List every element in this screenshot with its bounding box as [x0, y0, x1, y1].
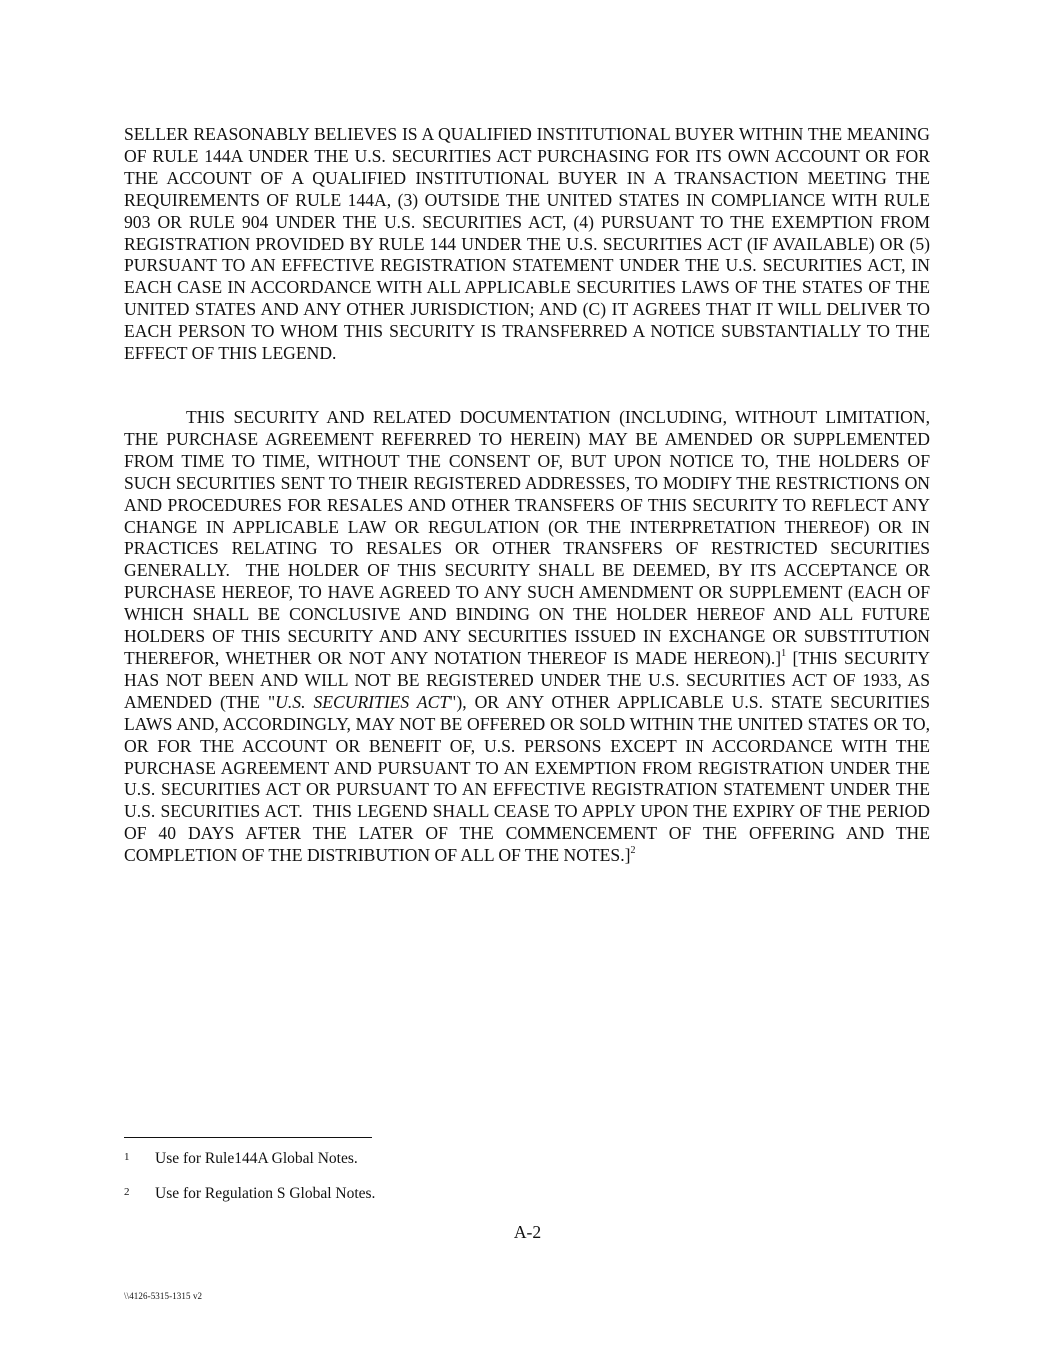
footnote-ref-1[interactable]: 1	[781, 648, 787, 660]
document-id: \\4126-5315-1315 v2	[124, 1291, 203, 1301]
paragraph-legend-continuation: SELLER REASONABLY BELIEVES IS A QUALIFIED INSTITUTIONAL BUYER WITHIN THE MEANING OF RULE 144A UNDER THE U.S. SECURITIES ACT PURCHASING FOR ITS OWN ACCOUNT OR FOR THE ACCOUNT OF A QUALIFIED INSTITUTIONAL BUYER IN A TRANSACTION MEETING THE REQUIREMENTS OF RULE 144A, (3) OUTSIDE THE UNITED STATES IN COMPLIANCE WITH RULE 903 OR RULE 904 UNDER THE U.S. SECURITIES ACT, (4) PURSUANT TO THE EXEMPTION FROM REGISTRATION PROVIDED BY RULE 144 UNDER THE U.S. SECURITIES ACT (IF AVAILABLE) OR (5) PURSUANT TO AN EFFECTIVE REGISTRATION STATEMENT UNDER THE U.S. SECURITIES ACT, IN EACH CASE IN ACCORDANCE WITH ALL APPLICABLE SECURITIES LAWS OF THE STATES OF THE UNITED STATES AND ANY OTHER JURISDICTION; AND (C) IT AGREES THAT IT WILL DELIVER TO EACH PERSON TO WHOM THIS SECURITY IS TRANSFERRED A NOTICE SUBSTANTIALLY TO THE EFFECT OF THIS LEGEND.	[124, 124, 930, 364]
footnote-1	[124, 1150, 358, 1168]
para2-text-1: THIS SECURITY AND RELATED DOCUMENTATION (INCLUDING, WITHOUT LIMITATION, THE PURCHASE AGREEMENT REFERRED TO HEREIN) MAY BE AMENDED OR SUPPLEMENTED FROM TIME TO TIME, WITHOUT THE CONSENT OF, BUT UPON NOTICE TO, THE HOLDERS OF SUCH SECURITIES SENT TO THEIR REGISTERED ADDRESSES, TO MODIFY THE RESTRICTIONS ON AND PROCEDURES FOR RESALES AND OTHER TRANSFERS OF THIS SECURITY TO REFLECT ANY CHANGE IN APPLICABLE LAW OR REGULATION (OR THE INTERPRETATION THEREOF) OR IN PRACTICES RELATING TO RESALES OR OTHER TRANSFERS OF RESTRICTED SECURITIES GENERALLY. THE HOLDER OF THIS SECURITY SHALL BE DEEMED, BY ITS ACCEPTANCE OR PURCHASE HEREOF, TO HAVE AGREED TO ANY SUCH AMENDMENT OR SUPPLEMENT (EACH OF WHICH SHALL BE CONCLUSIVE AND BINDING ON THE HOLDER HEREOF AND ALL FUTURE HOLDERS OF THIS SECURITY AND ANY SECURITIES ISSUED IN EXCHANGE OR SUBSTITUTION THEREFOR, WHETHER OR NOT ANY NOTATION THEREOF IS MADE HEREON).]	[124, 407, 930, 668]
footnote-number: 1	[124, 1151, 130, 1163]
para2-defined-term: U.S. SECURITIES ACT	[275, 691, 450, 712]
footnote-text: Use for Regulation S Global Notes.	[155, 1185, 376, 1202]
para2-text-2: [THIS SECURITY HAS NOT BEEN AND WILL NOT BE REGISTERED UNDER THE U.S. SECURITIES ACT OF 1933, AS AMENDED (THE "	[124, 647, 930, 712]
footnote-2	[124, 1185, 375, 1203]
footnote-separator	[124, 1137, 372, 1138]
paragraph-amendment-legend	[124, 407, 930, 867]
footnote-ref-2[interactable]: 2	[630, 845, 636, 857]
footnote-number: 2	[124, 1186, 130, 1198]
page-number: A-2	[513, 1222, 542, 1242]
footnote-text: Use for Rule144A Global Notes.	[155, 1150, 358, 1167]
para2-text-3: "), OR ANY OTHER APPLICABLE U.S. STATE SECURITIES LAWS AND, ACCORDINGLY, MAY NOT BE OFFERED OR SOLD WITHIN THE UNITED STATES OR TO, OR FOR THE ACCOUNT OR BENEFIT OF, U.S. PERSONS EXCEPT IN ACCORDANCE WITH THE PURCHASE AGREEMENT AND PURSUANT TO AN EXEMPTION FROM REGISTRATION UNDER THE U.S. SECURITIES ACT OR PURSUANT TO AN EFFECTIVE REGISTRATION STATEMENT UNDER THE U.S. SECURITIES ACT. THIS LEGEND SHALL CEASE TO APPLY UPON THE EXPIRY OF THE PERIOD OF 40 DAYS AFTER THE LATER OF THE COMMENCEMENT OF THE OFFERING AND THE COMPLETION OF THE DISTRIBUTION OF ALL OF THE NOTES.]	[124, 691, 931, 866]
